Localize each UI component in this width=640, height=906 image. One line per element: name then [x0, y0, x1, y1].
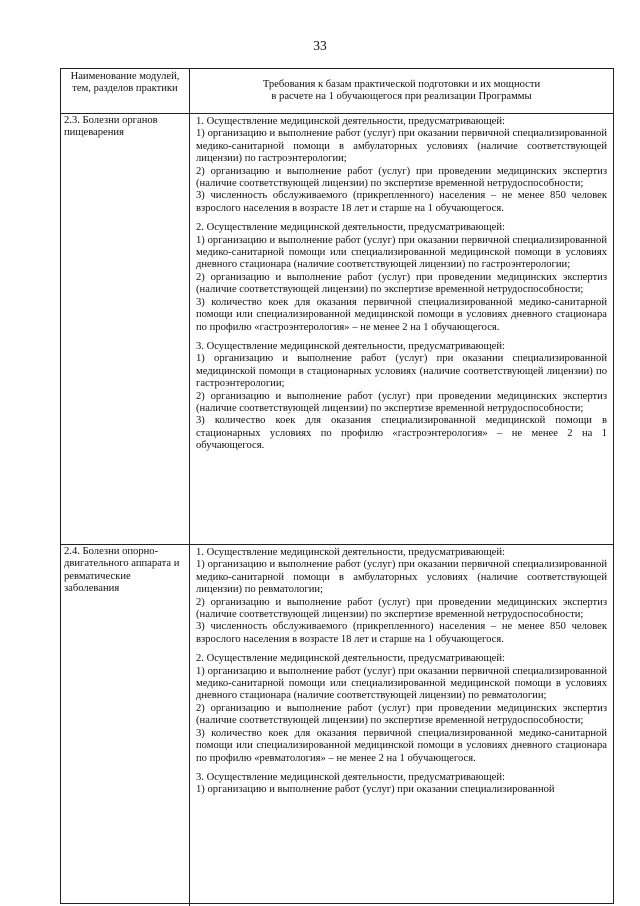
requirement-block	[196, 651, 607, 768]
page-number: 33	[313, 38, 327, 53]
block-title: 2. Осуществление медицинской деятельности, предусматривающей:	[196, 222, 505, 234]
section-name: 2.4. Болезни опорно-двигательного аппарата и ревматические заболевания	[61, 545, 190, 906]
table-row	[61, 114, 613, 545]
header-requirements	[190, 69, 613, 113]
block-title: 3. Осуществление медицинской деятельности, предусматривающей:	[196, 771, 505, 783]
header-modules: Наименование модулей, тем, разделов практики	[61, 69, 190, 113]
block-item: 2) организацию и выполнение работ (услуг) при проведении медицинских экспертиз (наличие соответствующей лицензии) по экспертизе временной нетрудоспособности;	[196, 271, 607, 296]
block-item: 2) организацию и выполнение работ (услуг) при проведении медицинских экспертиз (наличие соответствующей лицензии) по экспертизе временной нетрудоспособности;	[196, 596, 607, 621]
block-item: 3) количество коек для оказания специализированной медицинской помощи в стационарных условиях по профилю «гастроэнтерология» – не менее 2 на 1 обучающегося.	[196, 415, 607, 452]
section-name: 2.3. Болезни органов пищеварения	[61, 114, 190, 544]
block-item: 1) организацию и выполнение работ (услуг) при оказании первичной специализированной медико-санитарной помощи или специализированной медицинской помощи в условиях дневного стационара (наличие соответствующей лицензии) по ревматологии;	[196, 665, 607, 702]
block-item: 1) организацию и выполнение работ (услуг) при оказании специализированной	[196, 784, 555, 796]
requirement-block	[196, 339, 607, 456]
block-item: 1) организацию и выполнение работ (услуг) при оказании первичной специализированной медико-санитарной помощи в амбулаторных условиях (наличие соответствующей лицензии) по гастроэнтерологии;	[196, 128, 607, 165]
requirement-block	[196, 114, 607, 218]
block-title: 2. Осуществление медицинской деятельности, предусматривающей:	[196, 653, 505, 665]
requirement-block	[196, 545, 607, 649]
block-item: 1) организацию и выполнение работ (услуг) при оказании первичной специализированной медико-санитарной помощи или специализированной медицинской помощи в условиях дневного стационара (наличие соответствующей лицензии) по гастроэнтерологии;	[196, 234, 607, 271]
block-item: 2) организацию и выполнение работ (услуг) при проведении медицинских экспертиз (наличие соответствующей лицензии) по экспертизе временной нетрудоспособности;	[196, 390, 607, 414]
block-item: 3) количество коек для оказания первичной специализированной медико-санитарной помощи или специализированной медицинской помощи в условиях дневного стационара по профилю «ревматология» – не менее 2 на 1 обучающегося.	[196, 727, 607, 764]
requirements-cell	[190, 114, 613, 544]
header-requirements-line1: Требования к базам практической подготовки и их мощности	[262, 79, 541, 90]
block-item: 2) организацию и выполнение работ (услуг) при проведении медицинских экспертиз (наличие соответствующей лицензии) по экспертизе временной нетрудоспособности;	[196, 165, 607, 190]
requirements-cell	[190, 545, 613, 906]
block-item: 3) количество коек для оказания первичной специализированной медико-санитарной помощи или специализированной медицинской помощи в условиях дневного стационара по профилю «гастроэнтерология» – не менее 2 на 1 обучающегося.	[196, 296, 607, 333]
block-item: 2) организацию и выполнение работ (услуг) при проведении медицинских экспертиз (наличие соответствующей лицензии) по экспертизе временной нетрудоспособности;	[196, 702, 607, 727]
block-title: 1. Осуществление медицинской деятельности, предусматривающей:	[196, 547, 505, 558]
table-header	[61, 69, 613, 114]
header-requirements-line2: в расчете на 1 обучающегося при реализации Программы	[271, 91, 532, 103]
requirement-block	[196, 770, 607, 800]
requirement-block	[196, 220, 607, 337]
block-item: 3) численность обслуживаемого (прикрепленного) населения – не менее 850 человек взрослого населения в возрасте 18 лет и старше на 1 обучающегося.	[196, 190, 607, 214]
block-item: 1) организацию и выполнение работ (услуг) при оказании специализированной медицинской помощи в стационарных условиях (наличие соответствующей лицензии) по гастроэнтерологии;	[196, 353, 607, 390]
block-item: 1) организацию и выполнение работ (услуг) при оказании первичной специализированной медико-санитарной помощи в амбулаторных условиях (наличие соответствующей лицензии) по ревматологии;	[196, 559, 607, 596]
block-title: 1. Осуществление медицинской деятельности, предусматривающей:	[196, 116, 505, 127]
table-row	[61, 545, 613, 906]
block-title: 3. Осуществление медицинской деятельности, предусматривающей:	[196, 340, 505, 352]
block-item: 3) численность обслуживаемого (прикрепленного) населения – не менее 850 человек взрослого населения в возрасте 18 лет и старше на 1 обучающегося.	[196, 621, 607, 645]
requirements-table	[60, 68, 614, 904]
